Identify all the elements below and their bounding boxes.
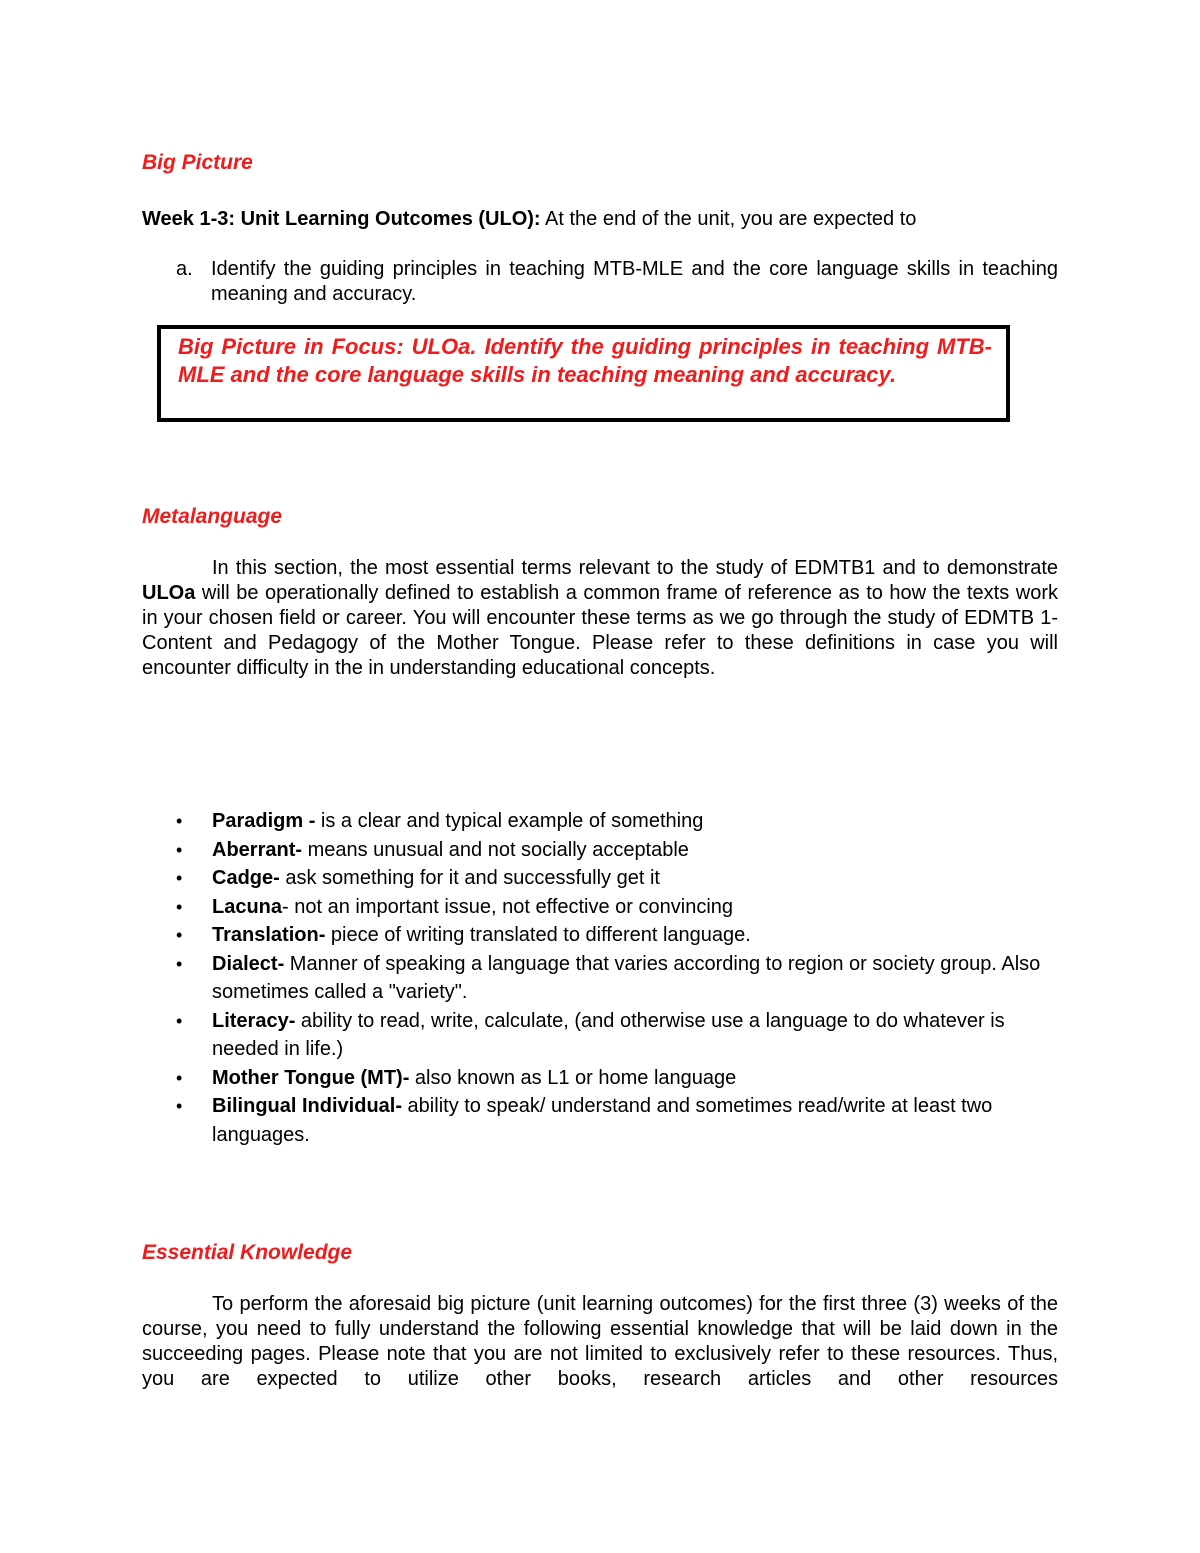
list-item (176, 1092, 1058, 1149)
focus-box (157, 325, 1010, 422)
metalanguage-paragraph (142, 556, 1058, 681)
term-definition: Manner of speaking a language that varies according to region or society group. Also sometimes called a "variety". (212, 952, 1041, 1003)
bullet-icon: • (176, 1067, 183, 1088)
list-item (176, 836, 1058, 865)
term-definition: ask something for it and successfully get it (279, 867, 660, 889)
ulo-intro-line (142, 207, 1062, 232)
ulo-label: Week 1-3: Unit Learning Outcomes (ULO): (142, 208, 541, 230)
term-definition: ability to read, write, calculate, (and otherwise use a language to do whatever is needed in life.) (212, 1009, 1005, 1060)
list-item (176, 950, 1058, 1007)
list-item (176, 893, 1058, 922)
list-item (176, 864, 1058, 893)
ulo-intro-text: At the end of the unit, you are expected to (540, 208, 917, 230)
metalanguage-text-end: will be operationally defined to establish a common frame of reference as to how the texts work in your chosen field or career. You will encounter these terms as we go through the study of EDMTB 1- Content and Pedagogy of the Mother Tongue. Please refer to these definitions in case you will encounter difficulty in the in understanding educational concepts. (142, 582, 1058, 679)
term-label: Cadge- (212, 867, 280, 889)
bullet-icon: • (176, 1096, 183, 1116)
term-list (176, 807, 1058, 1149)
bullet-icon: • (176, 811, 183, 831)
term-label: Dialect- (212, 952, 285, 975)
list-item (176, 1007, 1058, 1064)
list-item (176, 807, 1058, 836)
term-label: Paradigm - (212, 810, 316, 832)
bullet-icon: • (176, 839, 183, 860)
focus-text: Big Picture in Focus: ULOa. Identify the guiding principles in teaching MTB-MLE and the core language skills in teaching meaning and accuracy. (178, 334, 992, 387)
big-picture-heading: Big Picture (142, 151, 253, 174)
bullet-icon: • (176, 868, 183, 888)
list-item (176, 921, 1058, 950)
ulo-item-marker: a. (176, 258, 193, 280)
list-item (176, 1064, 1058, 1093)
term-label: Mother Tongue (MT)- (212, 1066, 410, 1089)
metalanguage-heading: Metalanguage (142, 505, 283, 528)
bullet-icon: • (176, 896, 183, 917)
term-label: Translation- (212, 924, 326, 946)
term-definition: ability to speak/ understand and sometimes read/write at least two languages. (212, 1095, 993, 1146)
bullet-icon: • (176, 953, 183, 974)
bullet-icon: • (176, 925, 183, 945)
metalanguage-ulo-bold: ULOa (142, 582, 196, 604)
term-definition: piece of writing translated to different language. (325, 924, 751, 946)
metalanguage-text-start: In this section, the most essential terms relevant to the study of EDMTB1 and to demonstrate (212, 557, 1058, 579)
bullet-icon: • (176, 1010, 183, 1031)
essential-knowledge-paragraph: To perform the aforesaid big picture (unit learning outcomes) for the first three (3) weeks of the course, you need to fully understand the following essential knowledge that will be laid down in the succeeding pages. Please note that you are not limited to exclusively refer to these resources. Thus, you are expected to utilize other books, research articles and other resources (142, 1293, 1058, 1390)
essential-knowledge-heading: Essential Knowledge (142, 1241, 353, 1264)
term-label: Lacuna (212, 895, 283, 918)
term-definition: is a clear and typical example of something (315, 810, 704, 832)
ulo-item-a (176, 257, 1058, 307)
ulo-item-text: Identify the guiding principles in teaching MTB-MLE and the core language skills in teaching meaning and accuracy. (211, 258, 1058, 305)
term-label: Bilingual Individual- (212, 1095, 402, 1117)
term-definition: also known as L1 or home language (409, 1066, 737, 1089)
term-definition: means unusual and not socially acceptable (302, 838, 689, 861)
term-label: Literacy- (212, 1009, 296, 1032)
term-label: Aberrant- (212, 838, 303, 861)
term-definition: - not an important issue, not effective or convincing (282, 895, 734, 918)
